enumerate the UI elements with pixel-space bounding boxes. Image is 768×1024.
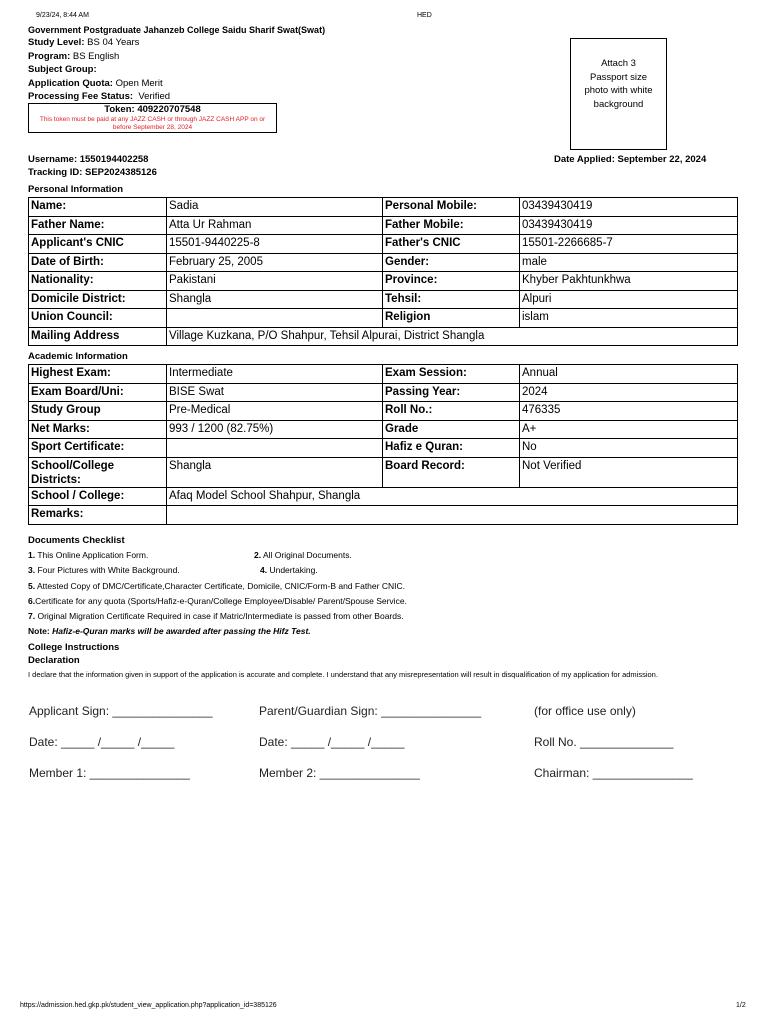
study-level-label: Study Level: (28, 37, 85, 48)
field-value: Afaq Model School Shahpur, Shangla (167, 487, 738, 506)
print-datetime: 9/23/24, 8:44 AM (36, 12, 89, 19)
field-label: Passing Year: (383, 383, 520, 402)
document-item: 2. All Original Documents. (254, 550, 352, 560)
field-value: Khyber Pakhtunkhwa (520, 272, 738, 291)
field-label: Grade (383, 420, 520, 439)
fee-status-label: Processing Fee Status: (28, 91, 134, 102)
photo-placeholder (570, 38, 667, 150)
member-2-signature-line: Member 2: _______________ (259, 766, 420, 780)
quota-line (28, 77, 170, 91)
field-value: 03439430419 (520, 198, 738, 217)
academic-info-heading: Academic Information (28, 351, 128, 362)
quota-value: Open Merit (115, 77, 163, 89)
username: Username: 1550194402258 (28, 154, 149, 165)
field-value: 2024 (520, 383, 738, 402)
field-label: Exam Board/Uni: (29, 383, 167, 402)
table-row (29, 457, 738, 487)
field-label: Father's CNIC (383, 235, 520, 254)
field-value: Shangla (167, 457, 383, 487)
field-label: Father Mobile: (383, 216, 520, 235)
field-value: 03439430419 (520, 216, 738, 235)
field-value: Atta Ur Rahman (167, 216, 383, 235)
field-label: Religion (383, 309, 520, 328)
field-label: Union Council: (29, 309, 167, 328)
table-row (29, 216, 738, 235)
table-row (29, 487, 738, 506)
field-label: School / College: (29, 487, 167, 506)
table-row (29, 439, 738, 458)
field-value: Sadia (167, 198, 383, 217)
table-row (29, 235, 738, 254)
program-label: Program: (28, 50, 71, 62)
table-row (29, 383, 738, 402)
fee-status-line (28, 90, 170, 104)
field-label: Province: (383, 272, 520, 291)
field-label: Domicile District: (29, 290, 167, 309)
program-value: BS English (72, 50, 120, 62)
document-item: 3. Four Pictures with White Background. (28, 565, 180, 575)
hifz-note: Note: Hafiz-e-Quran marks will be awarded after passing the Hifz Test. (28, 626, 311, 636)
table-row (29, 290, 738, 309)
guardian-date-line: Date: _____ /_____ /_____ (259, 735, 405, 749)
program-line (28, 50, 170, 64)
field-label: Hafiz e Quran: (383, 439, 520, 458)
table-row (29, 402, 738, 421)
field-value (167, 506, 738, 525)
field-value: Shangla (167, 290, 383, 309)
field-value: Village Kuzkana, P/O Shahpur, Tehsil Alpurai, District Shangla (167, 327, 738, 346)
field-label: Tehsil: (383, 290, 520, 309)
declaration-heading: Declaration (28, 655, 80, 666)
field-value (167, 439, 383, 458)
field-label: Roll No.: (383, 402, 520, 421)
field-value: male (520, 253, 738, 272)
field-label: Sport Certificate: (29, 439, 167, 458)
field-label: Highest Exam: (29, 365, 167, 384)
academic-info-table (28, 364, 738, 525)
field-value: islam (520, 309, 738, 328)
field-value (167, 309, 383, 328)
document-item: 1. This Online Application Form. (28, 550, 149, 560)
chairman-signature-line: Chairman: _______________ (534, 766, 693, 780)
field-label: Board Record: (383, 457, 520, 487)
field-value: Annual (520, 365, 738, 384)
field-label: Name: (29, 198, 167, 217)
date-applied: Date Applied: September 22, 2024 (554, 154, 707, 165)
college-name: Government Postgraduate Jahanzeb College Saidu Sharif Swat(Swat) (28, 25, 326, 35)
college-instructions-heading: College Instructions (28, 642, 120, 653)
study-level-value: BS 04 Years (87, 37, 140, 48)
declaration-text: I declare that the information given in support of the application is accurate and complete. I understand that any misrepresentation will result in disqualification of my application for admission. (28, 670, 658, 679)
field-label: Exam Session: (383, 365, 520, 384)
field-value: Alpuri (520, 290, 738, 309)
token-payment-note: This token must be paid at any JAZZ CASH or through JAZZ CASH APP on or before September 28, 2024 (39, 116, 266, 131)
field-label: Study Group (29, 402, 167, 421)
photo-instruction: Attach 3 Passport size photo with white background (584, 58, 653, 110)
document-item: 6.Certificate for any quota (Sports/Hafiz-e-Quran/College Employee/Disable/ Parent/Spouse Service. (28, 596, 407, 606)
print-site-title: HED (417, 12, 432, 19)
token-box (28, 103, 277, 133)
field-label: Nationality: (29, 272, 167, 291)
subject-group-label: Subject Group: (28, 64, 97, 75)
field-label: Net Marks: (29, 420, 167, 439)
personal-info-heading: Personal Information (28, 184, 124, 195)
field-value: 476335 (520, 402, 738, 421)
table-row (29, 272, 738, 291)
personal-info-table (28, 197, 738, 346)
field-label: Applicant's CNIC (29, 235, 167, 254)
study-level-line (28, 36, 170, 50)
fee-status-value: Verified (138, 91, 171, 102)
table-row (29, 253, 738, 272)
document-item: 7. Original Migration Certificate Required in case if Matric/Intermediate is passed from other Boards. (28, 611, 404, 621)
document-item: 4. Undertaking. (260, 565, 318, 575)
field-value: No (520, 439, 738, 458)
table-row (29, 198, 738, 217)
field-value: A+ (520, 420, 738, 439)
field-value: BISE Swat (167, 383, 383, 402)
field-value: Intermediate (167, 365, 383, 384)
table-row (29, 365, 738, 384)
field-value: 993 / 1200 (82.75%) (167, 420, 383, 439)
roll-no-line: Roll No. ______________ (534, 735, 674, 749)
application-summary (28, 36, 170, 104)
applicant-signature-line: Applicant Sign: _______________ (29, 704, 213, 718)
field-label: Father Name: (29, 216, 167, 235)
page-url: https://admission.hed.gkp.pk/student_view_application.php?application_id=385126 (20, 1002, 277, 1009)
field-value: Not Verified (520, 457, 738, 487)
guardian-signature-line: Parent/Guardian Sign: _______________ (259, 704, 482, 718)
token-number: Token: 409220707548 (104, 104, 201, 115)
field-value: Pre-Medical (167, 402, 383, 421)
field-label: School/College Districts: (29, 457, 167, 487)
document-item: 5. Attested Copy of DMC/Certificate,Character Certificate, Domicile, CNIC/Form-B and Father CNIC. (28, 581, 405, 591)
field-label: Personal Mobile: (383, 198, 520, 217)
page-number: 1/2 (736, 1002, 746, 1009)
field-value: February 25, 2005 (167, 253, 383, 272)
quota-label: Application Quota: (28, 77, 113, 89)
table-row (29, 420, 738, 439)
field-label: Mailing Address (29, 327, 167, 346)
subject-group-line (28, 63, 170, 77)
tracking-id: Tracking ID: SEP2024385126 (28, 167, 157, 178)
table-row (29, 327, 738, 346)
office-use-label: (for office use only) (534, 704, 636, 718)
field-label: Gender: (383, 253, 520, 272)
field-label: Date of Birth: (29, 253, 167, 272)
table-row (29, 506, 738, 525)
table-row (29, 309, 738, 328)
member-1-signature-line: Member 1: _______________ (29, 766, 190, 780)
field-label: Remarks: (29, 506, 167, 525)
documents-checklist-heading: Documents Checklist (28, 535, 125, 546)
applicant-date-line: Date: _____ /_____ /_____ (29, 735, 175, 749)
field-value: Pakistani (167, 272, 383, 291)
field-value: 15501-9440225-8 (167, 235, 383, 254)
field-value: 15501-2266685-7 (520, 235, 738, 254)
